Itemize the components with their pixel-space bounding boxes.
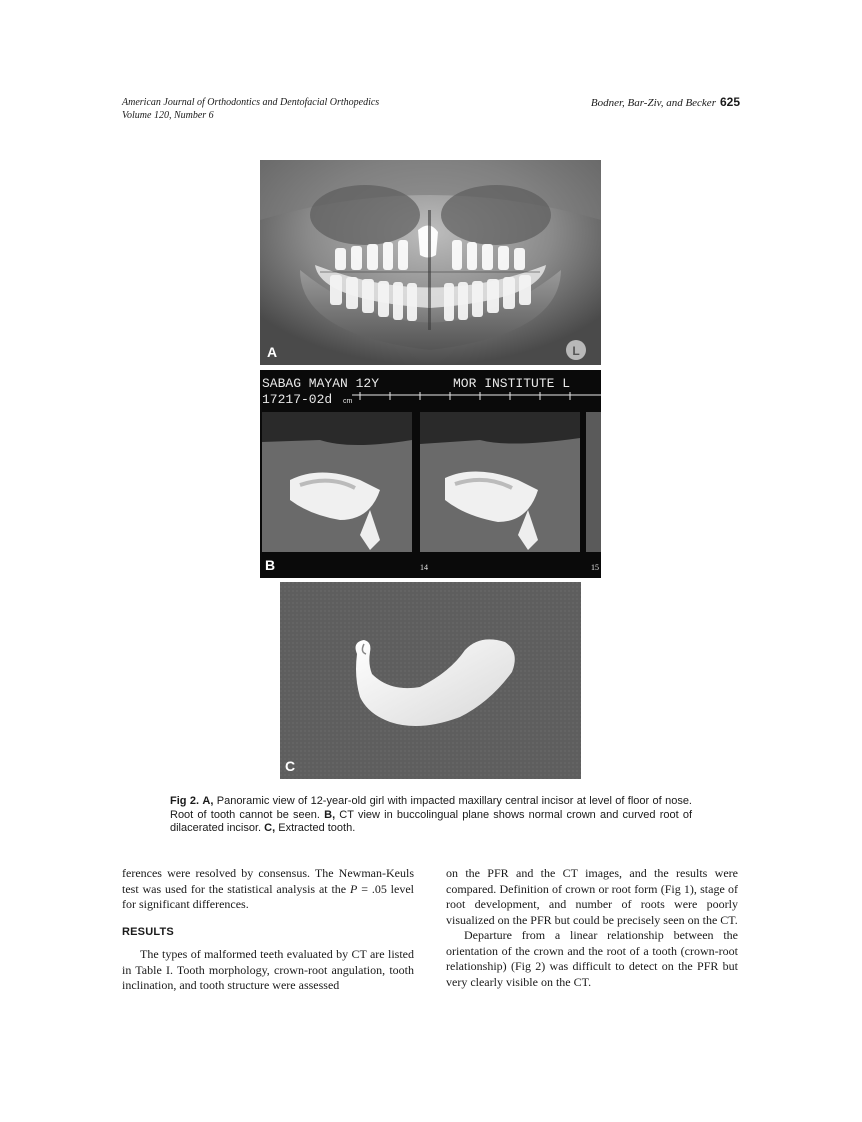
ct-slice-left (262, 412, 412, 578)
p-value-symbol: P (350, 881, 358, 896)
ct-institute-label: MOR INSTITUTE L (453, 376, 571, 391)
panel-label-a: A (267, 344, 278, 360)
figure-panel-b-ct-view (260, 370, 601, 578)
panoramic-xray-image (260, 160, 601, 365)
journal-volume: Volume 120, Number 6 (122, 110, 214, 121)
ct-scale-unit: cm (343, 398, 353, 405)
body-column-right (446, 866, 738, 990)
author-page-info (591, 96, 740, 110)
journal-title: American Journal of Orthodontics and Dentofacial Orthopedics (122, 97, 380, 108)
extracted-tooth-photo (280, 582, 581, 779)
caption-c-label: C, (264, 822, 276, 834)
paragraph-text: = .05 level for significant differences. (122, 881, 415, 911)
ct-study-id: 17217-02d (262, 392, 333, 407)
page-number: 625 (719, 95, 740, 109)
journal-info (122, 96, 379, 122)
caption-a-text: Panoramic view of 12-year-old girl with impacted maxillary central incisor at level of floor of nose. Root of tooth cannot be seen. (170, 795, 692, 821)
body-paragraph-results-2: on the PFR and the CT images, and the results were compared. Definition of crown or root form (Fig 1), stage of root development, and number of roots were poorly visualized on the PFR but could be precisely seen on the CT. (446, 866, 738, 927)
section-heading-results: RESULTS (122, 925, 174, 938)
ct-slice-right (420, 412, 601, 578)
caption-b-label: B, (324, 808, 336, 821)
ct-slice-number-15: 15 (591, 563, 599, 572)
caption-fig-label: Fig 2. (170, 795, 200, 807)
body-paragraph-methods-end (122, 866, 414, 913)
figure-panel-c-extracted-tooth (280, 582, 581, 779)
authors: Bodner, Bar-Ziv, and Becker (590, 97, 716, 109)
figure-panel-a-panoramic-radiograph (260, 160, 601, 365)
caption-c-text: Extracted tooth. (275, 822, 356, 834)
ct-patient-label: SABAG MAYAN 12Y (262, 376, 380, 391)
body-paragraph-results-3: Departure from a linear relationship between the orientation of the crown and the root of a tooth (crown-root relationship) (Fig 2) was difficult to detect on the PFR but very clearly visible on the CT. (446, 928, 738, 989)
panel-label-c: C (285, 758, 296, 774)
ct-slice-number-14: 14 (420, 563, 428, 572)
caption-b-text: CT view in buccolingual plane shows normal crown and curved root of dilacerated incisor. (170, 808, 693, 834)
paragraph-text: ferences were resolved by consensus. The Newman-Keuls test was used for the statistical analysis at the (122, 866, 414, 896)
caption-a-label: A, (202, 795, 214, 807)
ct-scan-image (260, 370, 601, 578)
body-paragraph-results-1: The types of malformed teeth evaluated by CT are listed in Table I. Tooth morphology, crown-root angulation, tooth inclination, and tooth structure were assessed (122, 947, 414, 992)
left-side-marker: L (572, 344, 580, 358)
figure-caption (170, 795, 692, 836)
panel-label-b: B (265, 557, 276, 573)
body-column-left (122, 866, 414, 994)
